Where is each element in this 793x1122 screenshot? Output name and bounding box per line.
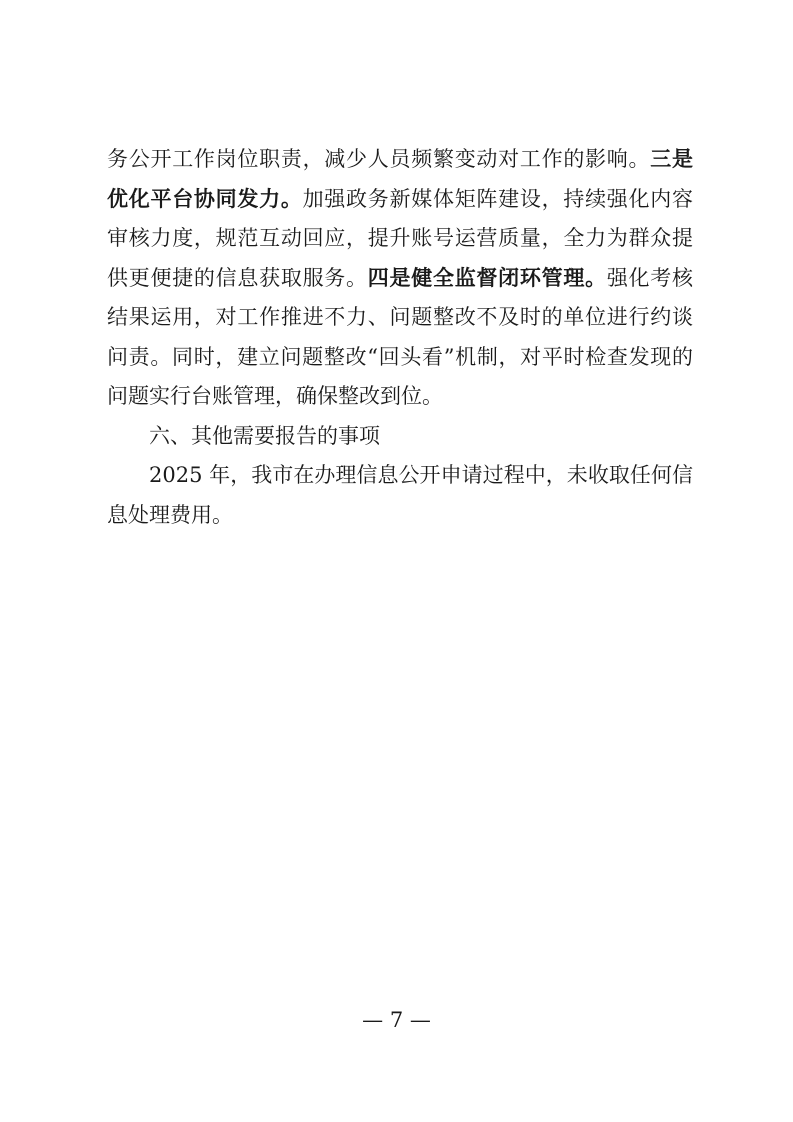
paragraph-text: 加强政务新媒体矩阵建设，持续强化内容审核力度，规范互动回应，提升账号运营质量，全力为群众提供更便捷的信息获取服务。 bbox=[107, 186, 693, 290]
page-number: — 7 — bbox=[362, 1008, 431, 1032]
fee-paragraph: 2025 年，我市在办理信息公开申请过程中，未收取任何信息处理费用。 bbox=[107, 463, 693, 527]
section-heading: 六、其他需要报告的事项 bbox=[149, 423, 380, 448]
paragraph-text: 务公开工作岗位职责，减少人员频繁变动对工作的影响。 bbox=[107, 147, 651, 171]
bold-point-four: 四是健全监督闭环管理。 bbox=[367, 265, 607, 290]
paragraph-text: 强化考核结果运用，对工作推进不力、问题整改不及时的单位进行约谈问责。同时，建立问题整改“回头看”机制，对平时检查发现的问题实行台账管理，确保整改到位。 bbox=[107, 265, 694, 408]
bold-point-three: 三是优化平台协同发力。 bbox=[107, 147, 694, 211]
document-body bbox=[107, 140, 693, 535]
continued-paragraph bbox=[107, 140, 693, 417]
